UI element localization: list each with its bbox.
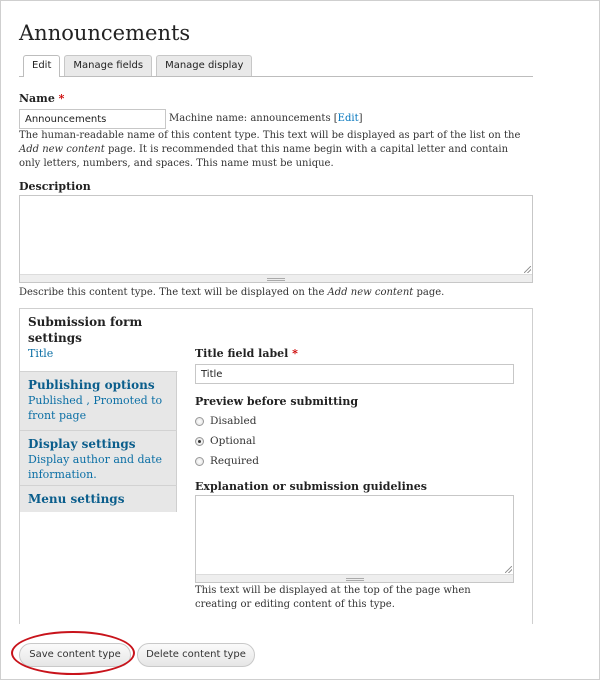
vtab-publishing-options[interactable]	[20, 372, 177, 431]
resize-corner-icon[interactable]	[505, 566, 512, 573]
guidelines-label: Explanation or submission guidelines	[195, 480, 427, 493]
radio-label: Disabled	[210, 415, 257, 427]
machine-name	[169, 112, 363, 126]
radio-button[interactable]	[195, 457, 204, 466]
delete-content-type-button[interactable]: Delete content type	[137, 643, 255, 667]
description-help-text	[19, 286, 444, 300]
preview-label: Preview before submitting	[195, 395, 359, 408]
description-help-part-2: page.	[413, 287, 445, 298]
title-field-label	[195, 347, 298, 360]
description-help-part-1: Describe this content type. The text will be displayed on the	[19, 287, 328, 298]
vtab-title: Menu settings	[28, 492, 125, 506]
radio-button[interactable]	[195, 417, 204, 426]
vtab-title: Submission form settings	[28, 315, 143, 345]
vtab-summary: Display author and date information.	[28, 453, 163, 481]
vtab-display-settings[interactable]	[20, 431, 177, 486]
title-field-label-text: Title field label	[195, 347, 289, 360]
machine-name-edit-link[interactable]: Edit	[337, 113, 359, 124]
name-label-text: Name	[19, 92, 55, 105]
guidelines-help-text: This text will be displayed at the top of the page when creating or editing content of this type.	[195, 585, 471, 610]
machine-name-close: ]	[358, 113, 363, 124]
preview-option-disabled[interactable]	[195, 415, 256, 427]
vtab-menu-settings[interactable]	[20, 486, 177, 512]
description-textarea[interactable]	[19, 195, 533, 283]
vtab-title: Publishing options	[28, 378, 155, 392]
preview-option-optional[interactable]	[195, 435, 256, 447]
tab-edit[interactable]: Edit	[23, 55, 60, 77]
name-help-part-1: The human-readable name of this content type. This text will be displayed as part of the list on the	[19, 130, 521, 141]
name-help-part-2: page. It is recommended that this name begin with a capital letter and contain only letters, numbers, and spaces. This name must be unique.	[19, 144, 509, 169]
description-label: Description	[19, 180, 91, 193]
name-help-text	[19, 129, 531, 171]
textarea-grippie[interactable]	[196, 574, 513, 582]
name-label	[19, 92, 64, 105]
machine-name-text: Machine name: announcements [	[169, 113, 338, 124]
save-content-type-button[interactable]: Save content type	[19, 643, 131, 667]
vtab-submission-form-settings[interactable]	[20, 309, 178, 372]
title-field-input[interactable]: Title	[195, 364, 514, 384]
page-title: Announcements	[19, 21, 191, 45]
required-mark: *	[292, 347, 298, 360]
radio-label: Required	[210, 455, 259, 467]
textarea-grippie[interactable]	[20, 274, 532, 282]
vtab-summary: Title	[28, 347, 54, 360]
primary-tabs	[19, 55, 533, 77]
name-help-emphasis: Add new content	[19, 144, 105, 155]
guidelines-textarea[interactable]	[195, 495, 514, 583]
resize-corner-icon[interactable]	[524, 266, 531, 273]
tab-manage-display[interactable]: Manage display	[156, 55, 252, 76]
vtab-summary: Published , Promoted to front page	[28, 394, 163, 422]
preview-option-required[interactable]	[195, 455, 259, 467]
tab-manage-fields[interactable]: Manage fields	[64, 55, 152, 76]
vtab-title: Display settings	[28, 437, 136, 451]
radio-button-selected[interactable]	[195, 437, 204, 446]
vertical-tabs-list	[20, 309, 177, 512]
required-mark: *	[58, 92, 65, 105]
radio-label: Optional	[210, 435, 256, 447]
name-input[interactable]: Announcements	[19, 109, 166, 129]
description-help-emphasis: Add new content	[327, 287, 414, 298]
